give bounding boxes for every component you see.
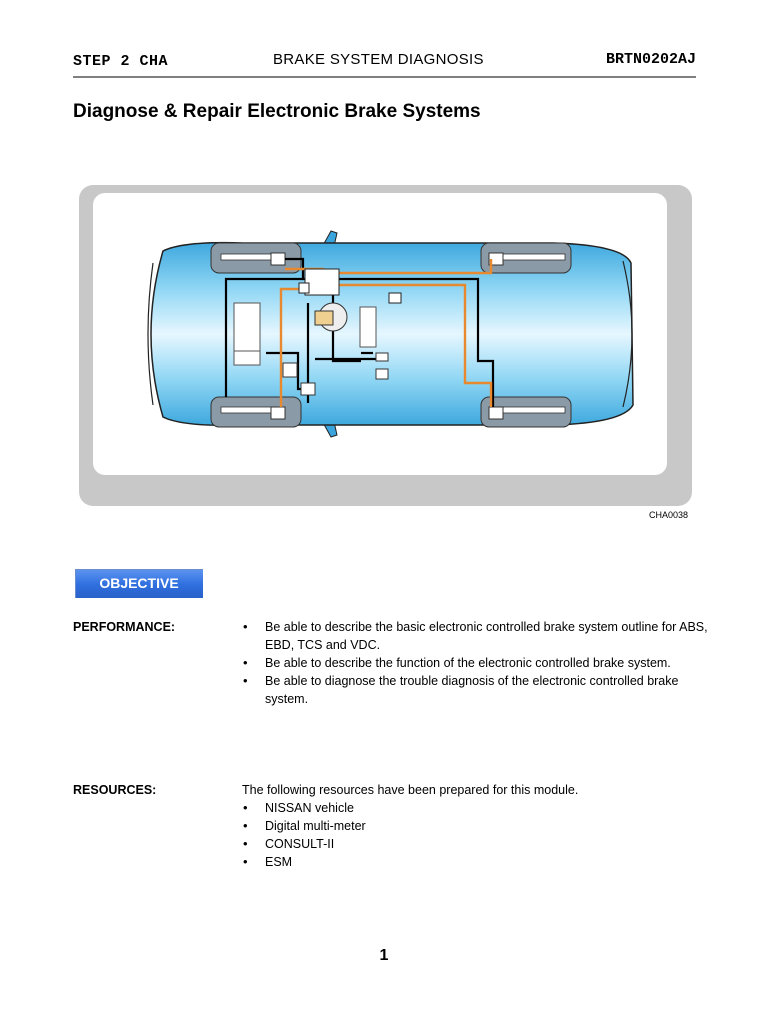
- list-item: • Be able to describe the function of the electronic controlled brake system.: [242, 654, 712, 672]
- list-item: • CONSULT-II: [242, 835, 712, 853]
- resources-content: [242, 781, 712, 871]
- list-item: • Be able to describe the basic electronic controlled brake system outline for ABS, EBD, TCS and VDC.: [242, 618, 712, 654]
- figure-canvas: [93, 193, 667, 475]
- page-title: Diagnose & Repair Electronic Brake Systems: [73, 101, 481, 122]
- sensor-module: [360, 307, 376, 347]
- header-section-code: STEP 2 CHA: [73, 53, 169, 70]
- performance-list: [242, 618, 712, 708]
- list-item: • NISSAN vehicle: [242, 799, 712, 817]
- yaw-rate-sensor: [283, 363, 297, 377]
- list-item: • ESM: [242, 853, 712, 871]
- resources-intro: The following resources have been prepared for this module.: [242, 783, 579, 797]
- performance-content: [242, 618, 712, 708]
- battery: [234, 303, 260, 351]
- wheel-sensor-rr: [489, 407, 503, 419]
- performance-label: PERFORMANCE:: [73, 620, 176, 634]
- page-header: [73, 48, 696, 78]
- figure-code: CHA0038: [648, 510, 688, 520]
- control-module: [389, 293, 401, 303]
- objective-banner: OBJECTIVE: [75, 569, 203, 598]
- wheel-sensor-fr: [271, 407, 285, 419]
- resources-label: RESOURCES:: [73, 783, 157, 797]
- master-cylinder: [315, 311, 333, 325]
- abs-actuator-unit: [305, 269, 339, 295]
- header-title: BRAKE SYSTEM DIAGNOSIS: [273, 51, 484, 68]
- list-item: • Digital multi-meter: [242, 817, 712, 835]
- resources-list: [242, 799, 712, 871]
- brake-system-figure: [79, 185, 692, 506]
- header-doc-code: BRTN0202AJ: [605, 51, 696, 68]
- car-top-view-diagram: [93, 193, 667, 475]
- wheel-sensor-fl: [271, 253, 285, 265]
- page-number: 1: [379, 947, 389, 964]
- list-item: • Be able to diagnose the trouble diagnosis of the electronic controlled brake system.: [242, 672, 712, 708]
